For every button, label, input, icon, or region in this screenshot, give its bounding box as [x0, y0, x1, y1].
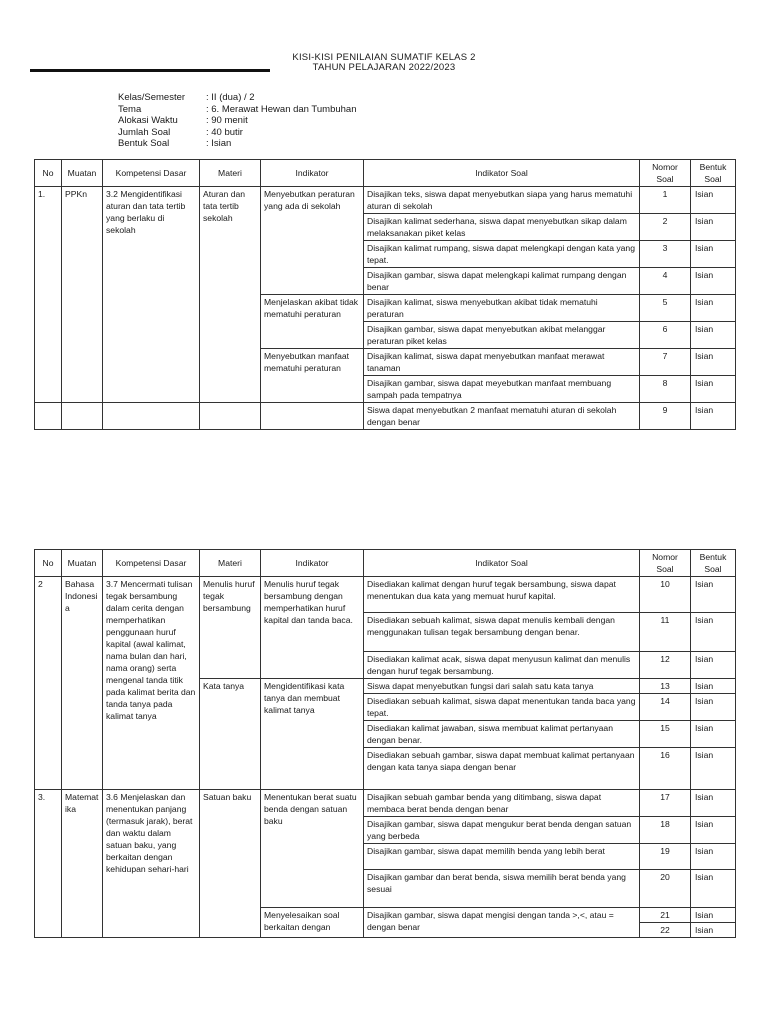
- row-no-empty: [35, 403, 62, 430]
- col-header-indikator-soal: Indikator Soal: [364, 550, 640, 577]
- row-bentuk-soal: Isian: [691, 349, 736, 376]
- document-meta: [118, 92, 357, 150]
- row-indikator-soal: Disajikan kalimat, siswa menyebutkan akibat tidak mematuhi peraturan: [364, 295, 640, 322]
- table-row: [35, 403, 736, 430]
- meta-row-kelas: [118, 92, 357, 104]
- row-muatan: Bahasa Indonesia: [62, 577, 103, 790]
- row-bentuk-soal: Isian: [691, 295, 736, 322]
- row-kd: 3.2 Mengidentifikasi aturan dan tata tertib yang berlaku di sekolah: [103, 187, 200, 403]
- row-nomor-soal: 9: [640, 403, 691, 430]
- meta-label: Bentuk Soal: [118, 138, 170, 149]
- row-indikator-soal: Disajikan gambar, siswa dapat meyebutkan manfaat membuang sampah pada tempatnya: [364, 376, 640, 403]
- col-header-bentuk-soal: Bentuk Soal: [691, 550, 736, 577]
- meta-label: Jumlah Soal: [118, 126, 171, 138]
- col-header-materi: Materi: [200, 160, 261, 187]
- row-indikator-soal: Disajikan gambar, siswa dapat memilih benda yang lebih berat: [364, 844, 640, 870]
- kisi-table-ppkn: [34, 159, 736, 430]
- row-nomor-soal: 8: [640, 376, 691, 403]
- row-bentuk-soal: Isian: [691, 613, 736, 652]
- row-indikator-soal: Disajikan kalimat sederhana, siswa dapat menyebutkan sikap dalam melaksanakan piket kelas: [364, 214, 640, 241]
- row-bentuk-soal: Isian: [691, 748, 736, 790]
- col-header-kd: Kompetensi Dasar: [103, 550, 200, 577]
- row-nomor-soal: 14: [640, 694, 691, 721]
- row-nomor-soal: 21: [640, 908, 691, 923]
- meta-row-jumlah: [118, 127, 357, 139]
- col-header-muatan: Muatan: [62, 160, 103, 187]
- row-nomor-soal: 18: [640, 817, 691, 844]
- col-header-indikator: Indikator: [261, 160, 364, 187]
- row-nomor-soal: 2: [640, 214, 691, 241]
- row-indikator-soal: Disajikan gambar, siswa dapat mengukur berat benda dengan satuan yang berbeda: [364, 817, 640, 844]
- row-indikator-soal: Disediakan sebuah gambar, siswa dapat membuat kalimat pertanyaan dengan kata tanya siapa dengan benar: [364, 748, 640, 790]
- col-header-indikator: Indikator: [261, 550, 364, 577]
- meta-value: : 6. Merawat Hewan dan Tumbuhan: [206, 103, 357, 115]
- row-muatan: PPKn: [62, 187, 103, 403]
- row-bentuk-soal: Isian: [691, 652, 736, 679]
- row-nomor-soal: 22: [640, 923, 691, 938]
- row-no: 2: [35, 577, 62, 790]
- meta-value: : 40 butir: [206, 126, 243, 138]
- row-indikator: Menyebutkan manfaat mematuhi peraturan: [261, 349, 364, 403]
- col-header-no: No: [35, 550, 62, 577]
- row-indikator-soal: Disajikan sebuah gambar benda yang ditimbang, siswa dapat membaca berat benda dengan benar: [364, 790, 640, 817]
- row-indikator: Menyelesaikan soal berkaitan dengan: [261, 908, 364, 938]
- document-title-line2: TAHUN PELAJARAN 2022/2023: [312, 62, 456, 73]
- col-header-no: No: [35, 160, 62, 187]
- col-header-indikator-soal: Indikator Soal: [364, 160, 640, 187]
- row-kd: 3.6 Menjelaskan dan menentukan panjang (termasuk jarak), berat dan waktu dalam satuan baku, yang berkaitan dengan kehidupan sehari-hari: [103, 790, 200, 938]
- row-indikator-soal: Disajikan teks, siswa dapat menyebutkan siapa yang harus mematuhi aturan di sekolah: [364, 187, 640, 214]
- meta-label: Kelas/Semester: [118, 92, 186, 103]
- row-bentuk-soal: Isian: [691, 268, 736, 295]
- row-nomor-soal: 19: [640, 844, 691, 870]
- row-indikator-soal: Siswa dapat menyebutkan 2 manfaat mematuhi aturan di sekolah dengan benar: [364, 403, 640, 430]
- col-header-nomor-soal: Nomor Soal: [640, 550, 691, 577]
- row-nomor-soal: 20: [640, 870, 691, 908]
- row-indikator-soal: Disediakan kalimat jawaban, siswa membuat kalimat pertanyaan dengan benar.: [364, 721, 640, 748]
- row-kd-empty: [103, 403, 200, 430]
- table-row: [35, 790, 736, 817]
- meta-row-alokasi: [118, 115, 357, 127]
- row-bentuk-soal: Isian: [691, 322, 736, 349]
- row-nomor-soal: 7: [640, 349, 691, 376]
- row-indikator-soal: Siswa dapat menyebutkan fungsi dari salah satu kata tanya: [364, 679, 640, 694]
- row-indikator-soal: Disediakan kalimat acak, siswa dapat menyusun kalimat dan menulis dengan huruf tegak bersambung.: [364, 652, 640, 679]
- row-nomor-soal: 11: [640, 613, 691, 652]
- row-materi: Satuan baku: [200, 790, 261, 938]
- row-muatan: Matematika: [62, 790, 103, 938]
- row-nomor-soal: 6: [640, 322, 691, 349]
- row-no: 1.: [35, 187, 62, 403]
- row-bentuk-soal: Isian: [691, 214, 736, 241]
- col-header-muatan: Muatan: [62, 550, 103, 577]
- row-indikator-soal: Disajikan kalimat rumpang, siswa dapat melengkapi dengan kata yang tepat.: [364, 241, 640, 268]
- row-bentuk-soal: Isian: [691, 790, 736, 817]
- col-header-nomor-soal: Nomor Soal: [640, 160, 691, 187]
- document-title-line1: KISI-KISI PENILAIAN SUMATIF KELAS 2: [292, 52, 476, 63]
- row-indikator-soal: Disediakan kalimat dengan huruf tegak bersambung, siswa dapat menentukan dua kata yang memuat huruf kapital.: [364, 577, 640, 613]
- col-header-bentuk-soal: Bentuk Soal: [691, 160, 736, 187]
- row-indikator-soal: Disajikan gambar, siswa dapat mengisi dengan tanda >,<, atau = dengan benar: [364, 908, 640, 938]
- meta-value: : II (dua) / 2: [206, 92, 255, 103]
- row-nomor-soal: 10: [640, 577, 691, 613]
- table-header-row: [35, 550, 736, 577]
- row-kd: 3.7 Mencermati tulisan tegak bersambung dalam cerita dengan memperhatikan penggunaan huruf kapital (awal kalimat, nama bulan dan hari, nama orang) serta mengenal tanda titik pada kalimat berita dan tanda tanya pada kalimat tanya: [103, 577, 200, 790]
- row-indikator-soal: Disediakan sebuah kalimat, siswa dapat menulis kembali dengan menggunakan tulisan tegak bersambung dengan benar.: [364, 613, 640, 652]
- row-indikator: Menulis huruf tegak bersambung dengan memperhatikan huruf kapital dan tanda baca.: [261, 577, 364, 679]
- kisi-table-bahasa-matematika: [34, 549, 736, 938]
- meta-value: : Isian: [206, 138, 232, 149]
- row-materi: Kata tanya: [200, 679, 261, 790]
- meta-label: Tema: [118, 103, 142, 115]
- row-materi-empty: [200, 403, 261, 430]
- row-bentuk-soal: Isian: [691, 721, 736, 748]
- row-indikator-soal: Disajikan gambar, siswa dapat menyebutkan akibat melanggar peraturan piket kelas: [364, 322, 640, 349]
- row-indikator-soal: Disajikan gambar dan berat benda, siswa memilih berat benda yang sesuai: [364, 870, 640, 908]
- row-indikator-empty: [261, 403, 364, 430]
- row-indikator: Menyebutkan peraturan yang ada di sekolah: [261, 187, 364, 295]
- row-indikator: Menjelaskan akibat tidak mematuhi peraturan: [261, 295, 364, 349]
- row-nomor-soal: 4: [640, 268, 691, 295]
- row-bentuk-soal: Isian: [691, 923, 736, 938]
- row-nomor-soal: 13: [640, 679, 691, 694]
- meta-row-tema: [118, 104, 357, 116]
- row-nomor-soal: 5: [640, 295, 691, 322]
- row-bentuk-soal: Isian: [691, 403, 736, 430]
- row-nomor-soal: 15: [640, 721, 691, 748]
- row-bentuk-soal: Isian: [691, 577, 736, 613]
- row-bentuk-soal: Isian: [691, 679, 736, 694]
- title-divider: [30, 69, 270, 72]
- row-indikator: Mengidentifikasi kata tanya dan membuat kalimat tanya: [261, 679, 364, 790]
- row-materi: Menulis huruf tegak bersambung: [200, 577, 261, 679]
- table-row: [35, 187, 736, 214]
- row-bentuk-soal: Isian: [691, 376, 736, 403]
- row-bentuk-soal: Isian: [691, 187, 736, 214]
- row-bentuk-soal: Isian: [691, 908, 736, 923]
- row-bentuk-soal: Isian: [691, 870, 736, 908]
- row-indikator-soal: Disajikan gambar, siswa dapat melengkapi kalimat rumpang dengan benar: [364, 268, 640, 295]
- row-nomor-soal: 16: [640, 748, 691, 790]
- row-nomor-soal: 3: [640, 241, 691, 268]
- row-nomor-soal: 17: [640, 790, 691, 817]
- row-indikator: Menentukan berat suatu benda dengan satuan baku: [261, 790, 364, 908]
- row-indikator-soal: Disediakan sebuah kalimat, siswa dapat menentukan tanda baca yang tepat.: [364, 694, 640, 721]
- col-header-kd: Kompetensi Dasar: [103, 160, 200, 187]
- row-bentuk-soal: Isian: [691, 817, 736, 844]
- row-muatan-empty: [62, 403, 103, 430]
- row-bentuk-soal: Isian: [691, 241, 736, 268]
- row-no: 3.: [35, 790, 62, 938]
- table-row: [35, 577, 736, 613]
- col-header-materi: Materi: [200, 550, 261, 577]
- row-nomor-soal: 1: [640, 187, 691, 214]
- meta-row-bentuk: [118, 138, 357, 150]
- row-bentuk-soal: Isian: [691, 694, 736, 721]
- meta-value: : 90 menit: [206, 115, 248, 126]
- meta-label: Alokasi Waktu: [118, 115, 178, 126]
- table-header-row: [35, 160, 736, 187]
- row-indikator-soal: Disajikan kalimat, siswa dapat menyebutkan manfaat merawat tanaman: [364, 349, 640, 376]
- row-materi: Aturan dan tata tertib sekolah: [200, 187, 261, 403]
- row-bentuk-soal: Isian: [691, 844, 736, 870]
- row-nomor-soal: 12: [640, 652, 691, 679]
